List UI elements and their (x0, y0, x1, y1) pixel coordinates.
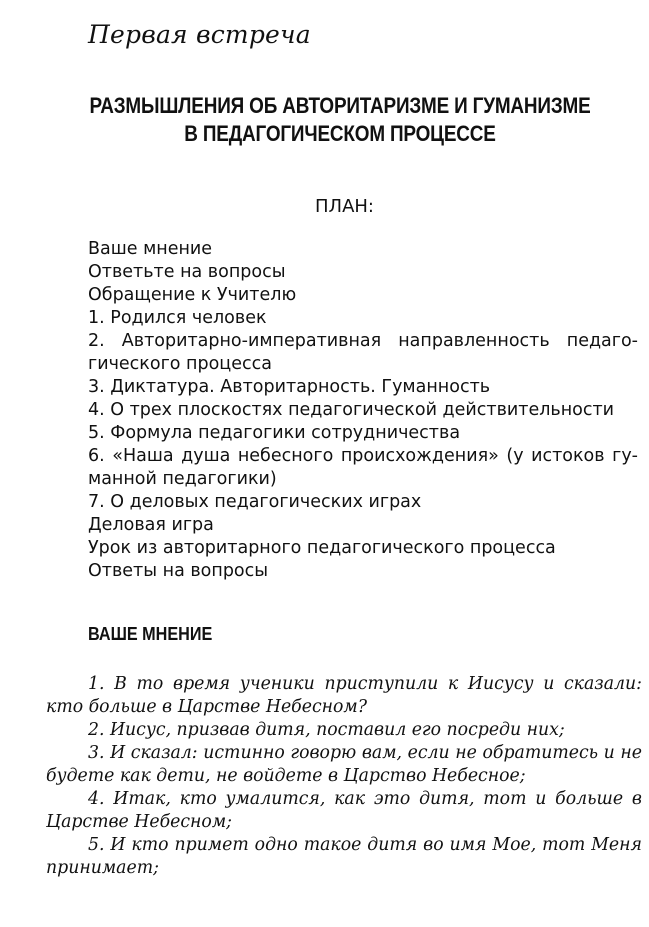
plan-item: Обращение к Учителю (88, 285, 297, 305)
verse: 2. Иисус, призвав дитя, поставил его посреди них; (88, 720, 565, 740)
plan-item: Урок из авторитарного педагогического процесса (88, 538, 556, 558)
chapter-title-line-1: РАЗМЫШЛЕНИЯ ОБ АВТОРИТАРИЗМЕ И ГУМАНИЗМЕ (89, 93, 591, 118)
plan-item: Ответьте на вопросы (88, 262, 286, 282)
plan-list (88, 238, 638, 583)
plan-item: Деловая игра (88, 515, 214, 535)
chapter-title-line-2: В ПЕДАГОГИЧЕСКОМ ПРОЦЕССЕ (184, 121, 496, 146)
verse: 1. В то время ученики приступили к Иисусу и сказали: кто больше в Царстве Небесном? (46, 674, 642, 717)
plan-item: Ответы на вопросы (88, 561, 269, 581)
plan-item: 5. Формула педагогики сотрудничества (88, 423, 461, 443)
plan-item: Ваше мнение (88, 239, 213, 259)
verse: 3. И сказал: истинно говорю вам, если не обратитесь и не будете как дети, не войдете в Царство Небесное; (46, 743, 642, 786)
plan-item: 7. О деловых педагогических играх (88, 492, 422, 512)
section-kicker: Первая встреча (88, 20, 311, 49)
verse: 4. Итак, кто умалится, как это дитя, тот и больше в Царстве Небесном; (46, 789, 642, 832)
opinion-heading: ВАШЕ МНЕНИЕ (88, 624, 213, 644)
plan-item: 4. О трех плоскостях педагогической действительности (88, 400, 615, 420)
plan-item: 3. Диктатура. Авторитарность. Гуманность (88, 377, 491, 397)
verse: 5. И кто примет одно такое дитя во имя Мое, тот Меня принимает; (46, 835, 642, 878)
plan-item: 2. Авторитарно-императивная направленность педаго-гического процесса (88, 331, 638, 374)
plan-heading: ПЛАН: (315, 196, 374, 217)
plan-item: 6. «Наша душа небесного происхождения» (у истоков гу-манной педагогики) (88, 446, 638, 489)
plan-item: 1. Родился человек (88, 308, 267, 328)
verse-block (46, 673, 642, 880)
chapter-title (82, 92, 598, 148)
